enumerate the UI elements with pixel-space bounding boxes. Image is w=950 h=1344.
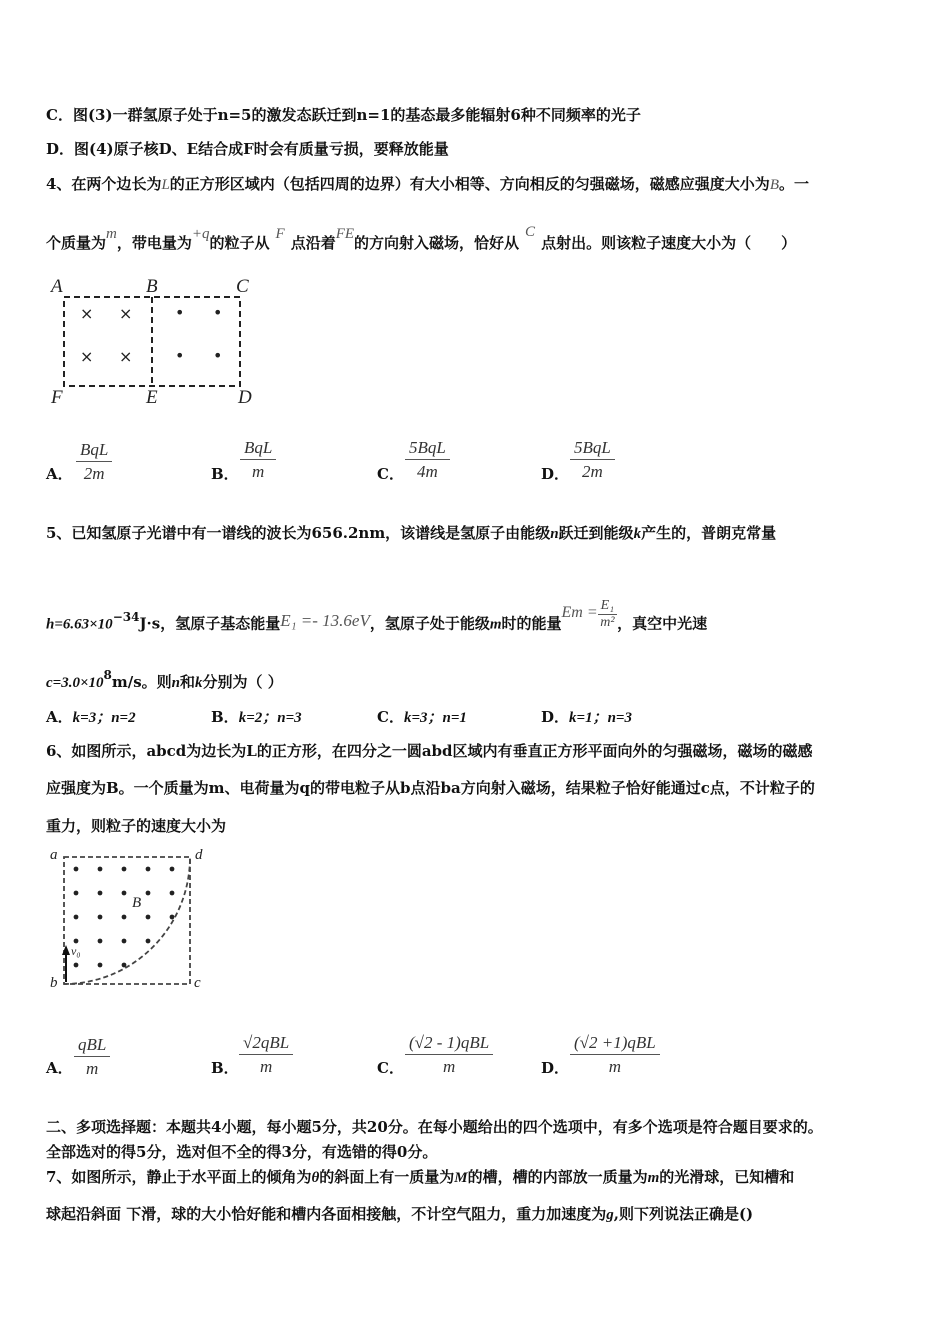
q6-field-dot	[170, 915, 175, 920]
q4-label-f: F	[51, 387, 63, 408]
q6-field-dot	[74, 939, 79, 944]
q6-field-dot	[146, 891, 151, 896]
q6-option-a-label[interactable]: A．	[46, 1059, 73, 1077]
q6-option-a-fraction: qBL m	[74, 1035, 110, 1079]
q4-label-e: E	[146, 387, 158, 408]
q4-label-c: C	[236, 276, 249, 297]
q6-field-dot	[98, 891, 103, 896]
q4-dot-mark: •	[213, 303, 223, 322]
q4-dot-mark: •	[213, 346, 223, 365]
q6-field-dot	[74, 867, 79, 872]
q5-option-c[interactable]: C．k=3；n=1	[377, 708, 467, 726]
q6-square-outline	[64, 857, 190, 984]
q6-field-dot	[98, 867, 103, 872]
q6-label-c: c	[194, 975, 201, 991]
q6-field-dot	[98, 963, 103, 968]
q6-label-a: a	[50, 847, 58, 863]
q4-cross-mark: ×	[119, 347, 133, 366]
q6-stem-line1: 6、如图所示，abcd为边长为L的正方形，在四分之一圆abd区域内有垂直正方形平面向外的匀强磁场，磁场的磁感	[46, 742, 813, 760]
q6-field-dot	[122, 867, 127, 872]
q4-cross-mark: ×	[80, 304, 94, 323]
q5-option-d[interactable]: D．k=1；n=3	[541, 708, 632, 726]
q6-field-dot	[98, 939, 103, 944]
q5-option-a[interactable]: A．k=3；n=2	[46, 708, 136, 726]
q4-cross-mark: ×	[119, 304, 133, 323]
q6-option-c-fraction: (√2 - 1)qBL m	[405, 1033, 493, 1077]
q4-stem-line1: 4、在两个边长为L的正方形区域内（包括四周的边界）有大小相等、方向相反的匀强磁场，磁感应强度大小为B。一	[46, 175, 809, 193]
prev-option-c: C．图(3)一群氢原子处于n=5的激发态跃迁到n=1的基态最多能辐射6种不同频率的光子	[46, 106, 641, 124]
q4-option-c-fraction: 5BqL 4m	[405, 438, 450, 482]
q6-label-d: d	[195, 847, 203, 863]
q6-figure	[46, 845, 216, 995]
q6-field-dot	[170, 891, 175, 896]
q6-label-b: b	[50, 975, 58, 991]
q6-option-c-label[interactable]: C．	[377, 1059, 404, 1077]
q4-label-b: B	[146, 276, 158, 297]
prev-option-d: D．图(4)原子核D、E结合成F时会有质量亏损，要释放能量	[46, 140, 449, 158]
q6-field-dot	[122, 963, 127, 968]
q5-option-b[interactable]: B．k=2；n=3	[211, 708, 302, 726]
q4-dot-mark: •	[175, 346, 185, 365]
q4-option-b-label[interactable]: B．	[211, 465, 239, 483]
q4-figure	[46, 276, 266, 411]
q4-option-b-fraction: BqL m	[240, 438, 276, 482]
q6-field-dot	[122, 939, 127, 944]
q6-field-dot	[98, 915, 103, 920]
q4-dot-mark: •	[175, 303, 185, 322]
section2-heading-line2: 全部选对的得5分，选对但不全的得3分，有选错的得0分。	[46, 1143, 438, 1161]
q4-label-a: A	[51, 276, 63, 297]
q4-option-d-label[interactable]: D．	[541, 465, 570, 483]
q6-field-dot	[74, 963, 79, 968]
q6-arc	[64, 857, 190, 984]
q6-option-b-label[interactable]: B．	[211, 1059, 239, 1077]
q4-option-d-fraction: 5BqL 2m	[570, 438, 615, 482]
q6-field-dot	[74, 891, 79, 896]
q6-option-b-fraction: √2qBL m	[239, 1033, 293, 1077]
q5-stem-line2: $h=6.63\times 10^{-34}J\cdot s$，氢原子基态能量E₁ =- 13.6eV，氢原子处于能级m时的能量Em = $\frac{\text{E₁}}{\text{m²}}$ ，真空中光速	[46, 598, 708, 633]
q6-field-dot	[122, 891, 127, 896]
q4-label-d: D	[238, 387, 252, 408]
q6-field-dot	[122, 915, 127, 920]
q6-label-v0: v₀	[71, 944, 81, 958]
q4-option-c-label[interactable]: C．	[377, 465, 404, 483]
q4-option-a-fraction: BqL 2m	[76, 440, 112, 484]
q7-stem-line1: 7、如图所示，静止于水平面上的倾角为θ的斜面上有一质量为M的槽，槽的内部放一质量为m的光滑球，已知槽和	[46, 1168, 795, 1186]
q5-stem-line1: 5、已知氢原子光谱中有一谱线的波长为656.2nm，该谱线是氢原子由能级n跃迁到能级k产生的，普朗克常量	[46, 524, 777, 542]
q6-option-d-fraction: (√2 +1)qBL m	[570, 1033, 660, 1077]
q6-field-dot	[146, 867, 151, 872]
q6-option-d-label[interactable]: D．	[541, 1059, 570, 1077]
q7-stem-line2: 球起沿斜面 下滑，球的大小恰好能和槽内各面相接触，不计空气阻力，重力加速度为g,则下列说法正确是()	[46, 1205, 754, 1223]
q4-stem-line2: 个质量为m，带电量为+q的粒子从 F 点沿着FE的方向射入磁场，恰好从C点射出。则该粒子速度大小为（ ）	[46, 224, 797, 252]
q6-field-dot	[146, 939, 151, 944]
q6-field-dot	[146, 915, 151, 920]
q6-stem-line3: 重力，则粒子的速度大小为	[46, 817, 227, 835]
q5-stem-line3: $c=3.0\times 10^8m/s$。则n和k分别为（ ）	[46, 668, 283, 691]
q6-field-dots	[74, 867, 175, 968]
q6-field-dot	[74, 915, 79, 920]
q6-field-dot	[170, 867, 175, 872]
q6-stem-line2: 应强度为B。一个质量为m、电荷量为q的带电粒子从b点沿ba方向射入磁场，结果粒子恰好能通过c点，不计粒子的	[46, 779, 815, 797]
q6-label-field-b: B	[132, 895, 142, 911]
section2-heading-line1: 二、多项选择题：本题共4小题，每小题5分，共20分。在每小题给出的四个选项中，有多个选项是符合题目要求的。	[46, 1118, 823, 1136]
q6-figure-drawing	[46, 845, 216, 995]
q4-option-a-label[interactable]: A．	[46, 465, 73, 483]
q4-cross-mark: ×	[80, 347, 94, 366]
